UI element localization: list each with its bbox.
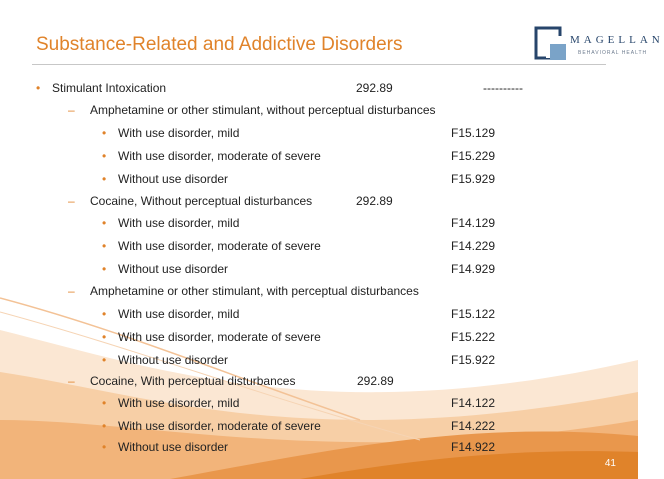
item-code: F14.229 [451,239,496,253]
title-divider [32,64,606,65]
item-code: F14.129 [451,216,496,230]
magellan-logo [534,26,664,62]
item-label: Without use disorder [118,172,229,186]
item-code: F15.929 [451,172,496,186]
item-label: Without use disorder [118,353,229,367]
section-label: Cocaine, Without perceptual disturbances [90,194,313,208]
item-label: With use disorder, moderate of severe [118,330,321,344]
bullet-icon: • [102,172,107,186]
item-label: With use disorder, moderate of severe [118,419,321,433]
item-code: F14.122 [451,396,496,410]
item-label: With use disorder, moderate of severe [118,149,321,163]
dash-icon: – [68,194,75,208]
dash-icon: – [68,284,75,298]
logo-mark-icon [534,26,568,62]
item-code: F15.229 [451,149,496,163]
bullet-icon: • [102,396,107,410]
section-icd9-code: 292.89 [357,374,394,388]
bullet-icon: • [102,262,107,276]
dash-icon: – [68,103,75,117]
item-code: F14.222 [451,419,496,433]
bullet-icon: • [102,126,107,140]
item-code: F15.122 [451,307,496,321]
section-label: Amphetamine or other stimulant, without perceptual disturbances [90,103,436,117]
header-label: Stimulant Intoxication [52,81,167,95]
bullet-icon: • [102,330,107,344]
header-icd10-code: ---------- [483,81,523,95]
item-code: F15.222 [451,330,496,344]
logo-tagline: BEHAVIORAL HEALTH [578,50,648,56]
item-code: F15.922 [451,353,496,367]
item-label: Without use disorder [118,440,229,454]
item-label: Without use disorder [118,262,229,276]
bullet-icon: • [102,419,107,433]
section-icd9-code: 292.89 [356,194,393,208]
item-label: With use disorder, mild [118,396,240,410]
logo-wordmark: MAGELLAN [570,34,664,46]
bullet-icon: • [102,149,107,163]
page-number: 41 [604,458,616,469]
item-code: F15.129 [451,126,496,140]
bullet-icon: • [102,239,107,253]
item-label: With use disorder, mild [118,216,240,230]
bullet-icon: • [102,440,107,454]
item-label: With use disorder, mild [118,126,240,140]
bullet-icon: • [36,81,41,95]
bullet-icon: • [102,307,107,321]
item-label: With use disorder, mild [118,307,240,321]
item-label: With use disorder, moderate of severe [118,239,321,253]
bullet-icon: • [102,353,107,367]
section-label: Cocaine, With perceptual disturbances [90,374,296,388]
section-label: Amphetamine or other stimulant, with perceptual disturbances [90,284,419,298]
item-code: F14.922 [451,440,496,454]
header-icd9-code: 292.89 [356,81,393,95]
dash-icon: – [68,374,75,388]
item-code: F14.929 [451,262,496,276]
bullet-icon: • [102,216,107,230]
slide-title: Substance-Related and Addictive Disorders [36,34,403,55]
